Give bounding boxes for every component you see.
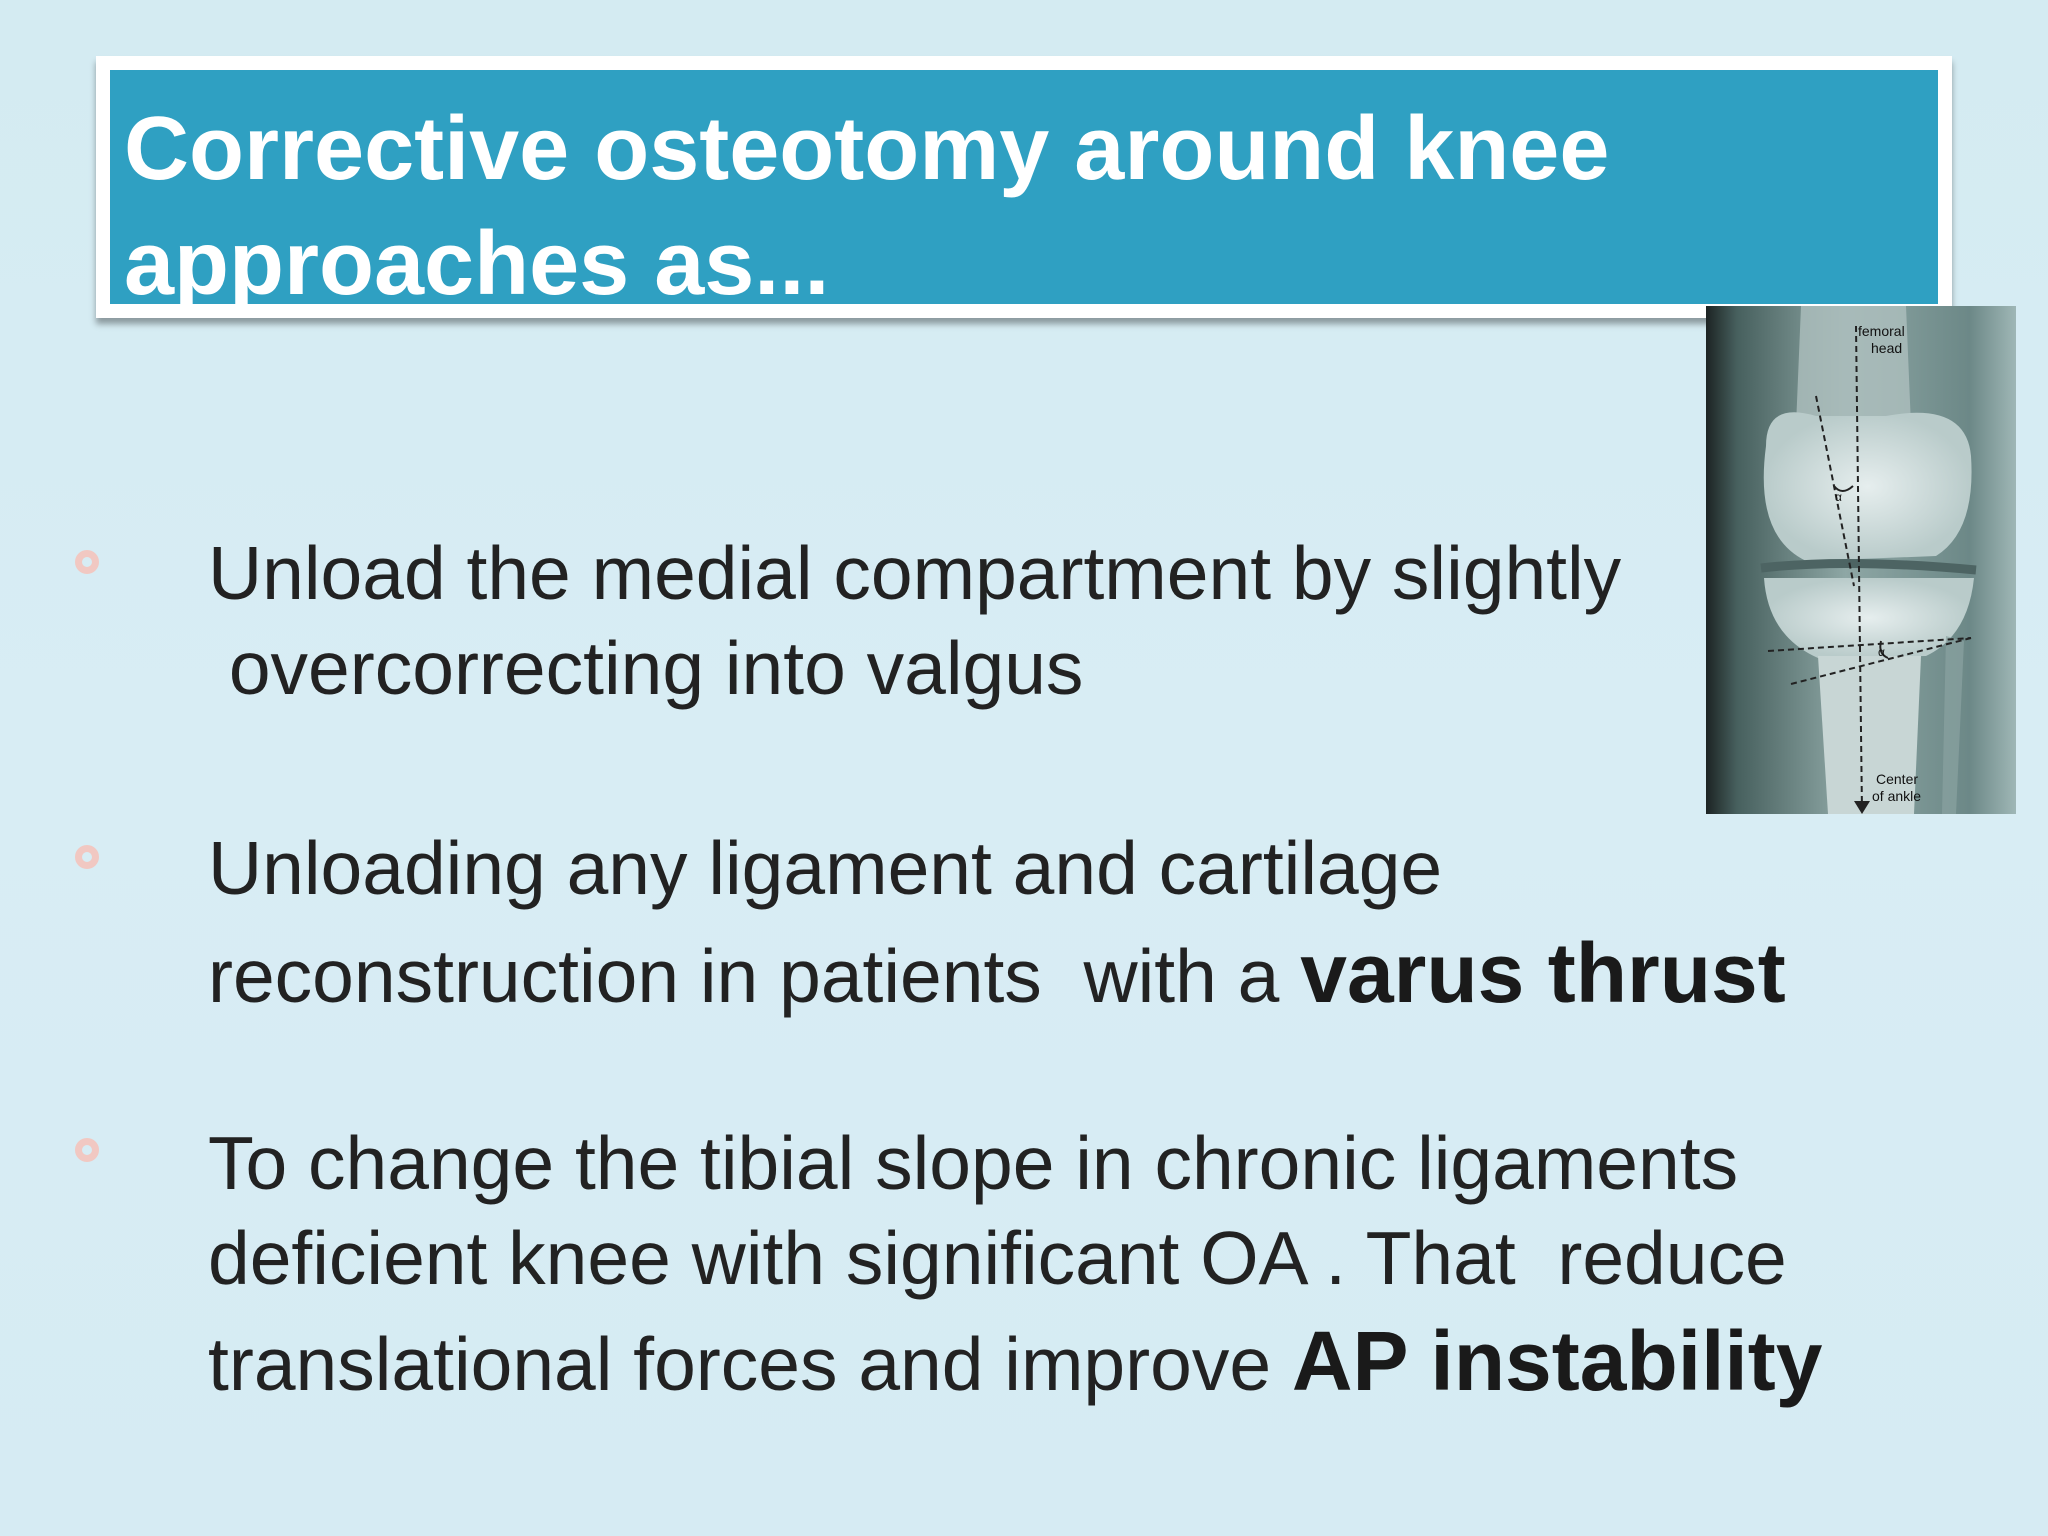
bullet-1-line-2-text: overcorrecting into valgus [208, 626, 1084, 710]
slide-title-line-1: Corrective osteotomy around knee [124, 99, 1610, 199]
knee-xray-drawing [1706, 306, 2016, 814]
bullet-2-line-1 [208, 820, 1442, 916]
label-center: Center [1876, 771, 1919, 787]
bullet-3-bold-text: AP instability [1291, 1314, 1823, 1408]
title-banner [110, 70, 1938, 314]
bullet-2-line-2 [208, 925, 1786, 1024]
label-angle-2: α [1878, 645, 1885, 659]
bullet-2-line-1-text: Unloading any ligament and cartilage [208, 826, 1443, 910]
label-head: head [1871, 340, 1903, 356]
bullet-marker-2 [75, 845, 99, 869]
bullet-marker-1 [75, 550, 99, 574]
bullet-1-line-1-text: Unload the medial compartment by slightly [208, 531, 1622, 615]
bullet-3-line-3-text: translational forces and improve [208, 1322, 1292, 1406]
label-angle-1: α [1835, 490, 1842, 504]
label-femoral: femoral [1858, 323, 1905, 339]
title-box [96, 56, 1952, 318]
bullet-1-line-2 [208, 620, 1083, 716]
bullet-2-line-2-text: reconstruction in patients with a [208, 934, 1301, 1018]
label-of-ankle: of ankle [1872, 788, 1922, 804]
bullet-marker-3 [75, 1138, 99, 1162]
bullet-3-line-1 [208, 1115, 1738, 1211]
bullet-3-line-3 [208, 1313, 1822, 1412]
knee-xray-image [1706, 306, 2016, 814]
bullet-3-line-2-text: deficient knee with significant OA . That reduce [208, 1216, 1787, 1300]
bullet-2-bold-text: varus thrust [1300, 926, 1786, 1020]
bullet-3-line-1-text: To change the tibial slope in chronic ligaments [208, 1121, 1739, 1205]
bullet-1-line-1 [208, 525, 1621, 621]
slide-title-line-2: approaches as... [124, 214, 830, 314]
bullet-3-line-2 [208, 1210, 1787, 1306]
